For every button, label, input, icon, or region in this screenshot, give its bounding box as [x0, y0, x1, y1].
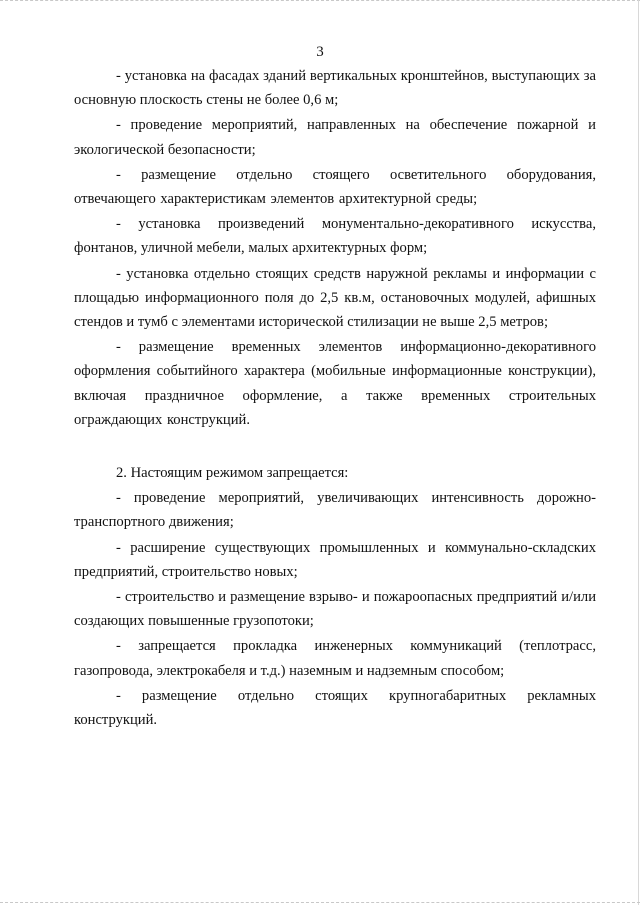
paragraph-hazardous-enterprises: - строительство и размещение взрыво- и пожароопасных предприятий и/или создающих повышенные грузопотоки; [74, 589, 596, 630]
scan-edge-top [0, 0, 640, 5]
document-body [74, 64, 596, 733]
scan-edge-right [638, 0, 639, 905]
paragraph-large-advertising: - размещение отдельно стоящих крупногабаритных рекламных конструкций. [74, 687, 596, 729]
paragraph-traffic: - проведение мероприятий, увеличивающих интенсивность дорожно-транспортного движения; [74, 490, 596, 531]
paragraph-temporary-decor: - размещение временных элементов информационно-декоративного оформления событийного характера (мобильные информационные конструкции), включая праздничное оформление, а также временных строительных ограждающих конструкций. [74, 339, 596, 428]
scan-edge-bottom [0, 900, 640, 903]
section-heading-prohibited: 2. Настоящим режимом запрещается: [116, 465, 349, 482]
paragraph-industrial-expansion: - расширение существующих промышленных и коммунально-складских предприятий, строительство новых; [74, 539, 596, 580]
paragraph-monumental-art: - установка произведений монументально-декоративного искусства, фонтанов, уличной мебели, малых архитектурных форм; [74, 216, 596, 257]
paragraph-lighting: - размещение отдельно стоящего осветительного оборудования, отвечающего характеристикам элементов архитектурной среды; [74, 166, 596, 208]
paragraph-utilities: - запрещается прокладка инженерных коммуникаций (теплотрасс, газопровода, электрокабеля и т.д.) наземным и надземным способом; [74, 638, 596, 679]
paragraph-fire-safety: - проведение мероприятий, направленных на обеспечение пожарной и экологической безопасности; [74, 117, 596, 158]
page-number: 3 [316, 44, 324, 60]
paragraph-facade-brackets: - установка на фасадах зданий вертикальных кронштейнов, выступающих за основную плоскость стены не более 0,6 м; [74, 68, 596, 109]
paragraph-outdoor-advertising: - установка отдельно стоящих средств наружной рекламы и информации с площадью информационного поля до 2,5 кв.м, остановочных модулей, афишных стендов и тумб с элементами исторической стилизации не выше 2,5 метров; [74, 265, 596, 331]
